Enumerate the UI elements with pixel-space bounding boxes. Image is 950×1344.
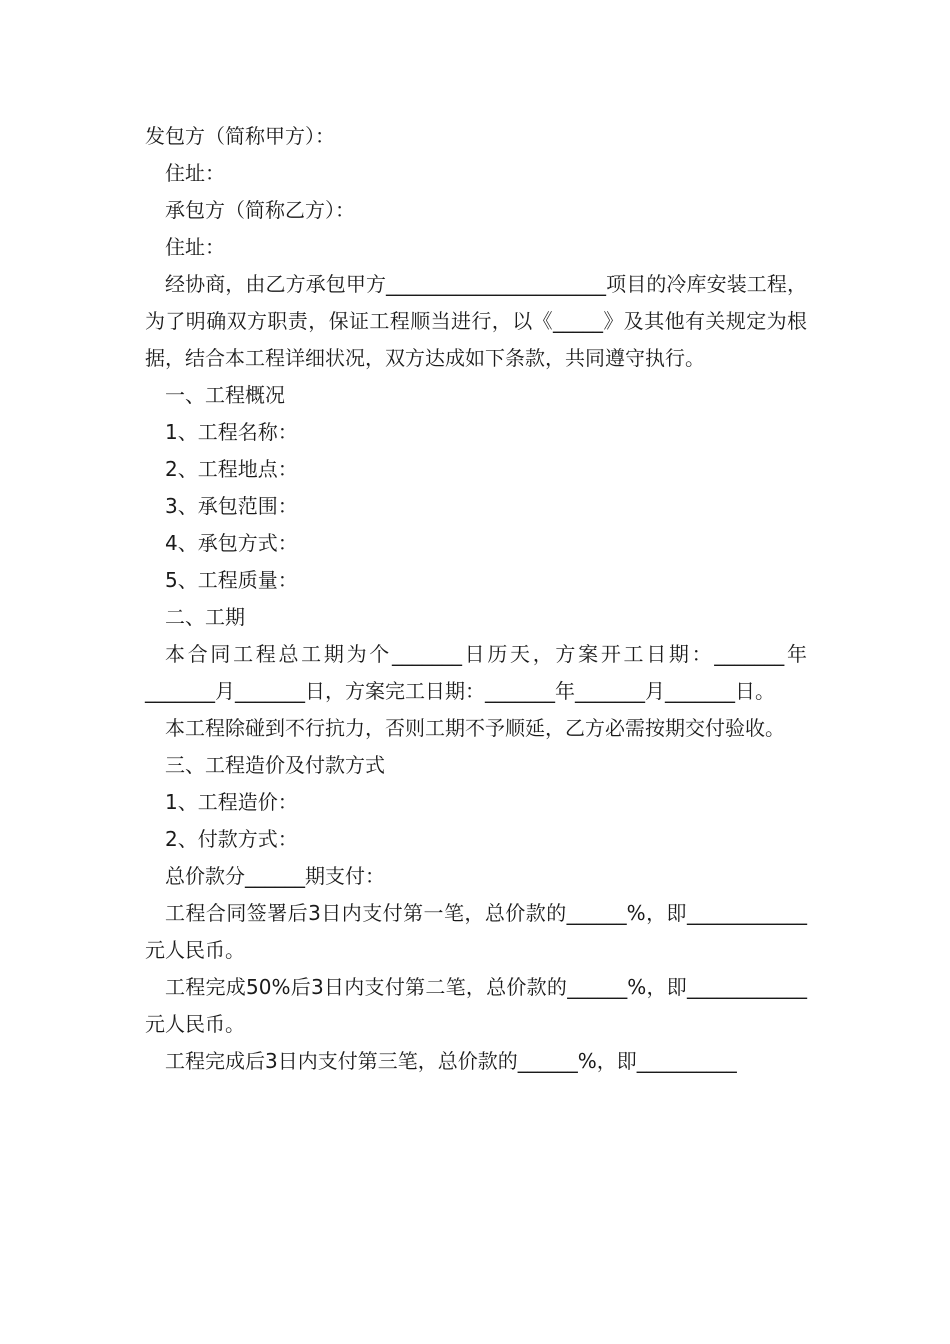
installment-count-line: 总价款分______期支付： xyxy=(165,864,385,888)
project-location-line: 2、工程地点： xyxy=(165,457,298,481)
force-majeure-paragraph: 本工程除碰到不行抗力，否则工期不予顺延，乙方必需按期交付验收。 xyxy=(165,716,785,740)
second-payment-paragraph: 工程完成50%后3日内支付第二笔，总价款的______%，即____________元人民币。 xyxy=(145,975,807,1036)
contract-method-line: 4、承包方式： xyxy=(165,531,298,555)
first-payment-paragraph: 工程合同签署后3日内支付第一笔，总价款的______%，即____________元人民币。 xyxy=(145,901,807,962)
party-a-address: 住址： xyxy=(165,161,225,185)
third-payment-paragraph: 工程完成后3日内支付第三笔，总价款的______%，即__________ xyxy=(165,1049,737,1073)
project-quality-line: 5、工程质量： xyxy=(165,568,298,592)
schedule-paragraph: 本合同工程总工期为个_______日历天，方案开工日期：_______年_______月_______日，方案完工日期：_______年_______月_______日。 xyxy=(145,642,807,703)
section-heading-schedule: 二、工期 xyxy=(165,605,245,629)
preamble-paragraph: 经协商，由乙方承包甲方______________________项目的冷库安装工程，为了明确双方职责，保证工程顺当进行，以《_____》及其他有关规定为根据，结合本工程详细状况，双方达成如下条款，共同遵守执行。 xyxy=(145,272,807,370)
party-b-line: 承包方（简称乙方）： xyxy=(165,198,355,222)
contract-scope-line: 3、承包范围： xyxy=(165,494,298,518)
project-name-line: 1、工程名称： xyxy=(165,420,298,444)
contract-body xyxy=(145,118,807,1080)
party-b-address: 住址： xyxy=(165,235,225,259)
payment-method-line: 2、付款方式： xyxy=(165,827,298,851)
section-heading-payment: 三、工程造价及付款方式 xyxy=(165,753,385,777)
party-a-line: 发包方（简称甲方）： xyxy=(145,124,335,148)
project-cost-line: 1、工程造价： xyxy=(165,790,298,814)
section-heading-overview: 一、工程概况 xyxy=(165,383,285,407)
